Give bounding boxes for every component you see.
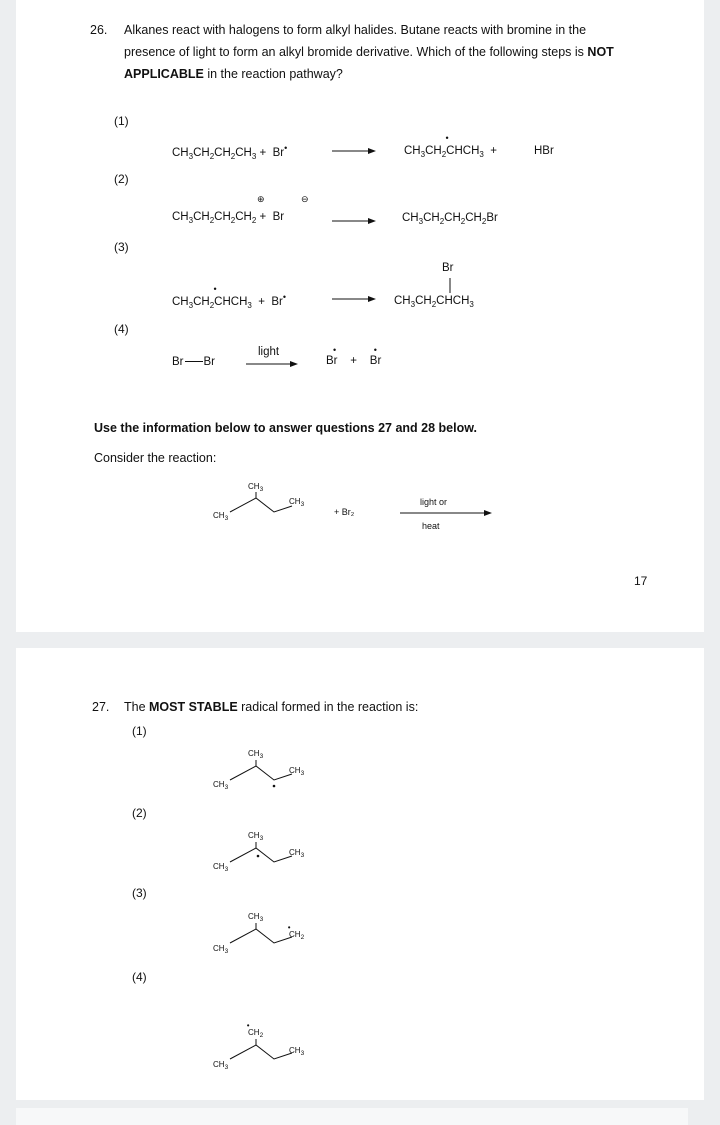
q27-opt1-ch3-top: $CH_3$: [248, 749, 264, 760]
page-18: [16, 648, 704, 1100]
q27-opt4-skeleton: [228, 1041, 292, 1063]
question-26-line-3: APPLICABLE in the reaction pathway?: [124, 67, 343, 81]
q26-option-3-arrow: [332, 294, 376, 304]
reaction-ch3-right: $CH_3$: [289, 497, 305, 508]
q27-opt3-ch3-top: $CH_3$: [248, 912, 264, 923]
q27-option-1-label: (1): [132, 724, 147, 738]
q27-opt3-ch3-left: $CH_3$: [213, 944, 229, 955]
reaction-skeleton: [228, 494, 292, 516]
question-27-text: The MOST STABLE radical formed in the reaction is:: [124, 700, 419, 714]
q26-option-3-product-top: Br: [442, 262, 454, 274]
q26-option-3-reactant: $CH_3CH_2CH$ • $CH_3 + Br^•$: [172, 283, 287, 310]
q26-option-2-product: $CH_3CH_2CH_2CH_2Br$: [402, 212, 498, 226]
page-17: [16, 0, 704, 632]
q27-opt3-ch2-right: CH • $_2$: [287, 923, 305, 941]
q26-option-1-label: (1): [114, 114, 129, 128]
consider-reaction-text: Consider the reaction:: [94, 451, 217, 465]
reaction-arrow: [400, 508, 492, 518]
q26-option-4-arrow: [246, 359, 298, 369]
reaction-condition-bottom: heat: [422, 521, 440, 531]
page-number: 17: [634, 574, 648, 588]
q26-option-1-arrow: [332, 146, 376, 156]
q27-opt4-ch2-top: CH • $_2$: [246, 1021, 264, 1039]
q27-option-3-label: (3): [132, 886, 147, 900]
q27-opt1-skeleton: [228, 762, 292, 790]
reaction-reagent: + Br₂: [334, 507, 355, 517]
info-heading: Use the information below to answer questions 27 and 28 below.: [94, 421, 477, 435]
q26-option-3-product: $CH_3CH_2CHCH_3$: [394, 295, 474, 309]
q27-opt1-ch3-left: $CH_3$: [213, 780, 229, 791]
q27-opt2-ch3-right: $CH_3$: [289, 848, 305, 859]
reaction-ch3-top: $CH_3$: [248, 482, 264, 493]
q26-option-1-byproduct: HBr: [534, 145, 554, 157]
question-26-number: 26.: [90, 23, 108, 37]
question-27-number: 27.: [92, 700, 110, 714]
q26-option-4-product: Br • + Br •: [326, 345, 382, 367]
next-page-edge: [16, 1108, 688, 1125]
question-26-line-2: presence of light to form an alkyl bromide derivative. Which of the following steps is NOT: [124, 45, 614, 59]
q27-option-4-label: (4): [132, 970, 147, 984]
q26-option-4-condition: light: [258, 346, 280, 358]
reaction-ch3-left: $CH_3$: [213, 511, 229, 522]
q27-opt2-ch3-left: $CH_3$: [213, 862, 229, 873]
question-26-line-1: Alkanes react with halogens to form alkyl halides. Butane reacts with bromine in the: [124, 23, 587, 37]
q27-opt4-ch3-left: $CH_3$: [213, 1060, 229, 1071]
q27-opt1-ch3-right: $CH_3$: [289, 766, 305, 777]
q26-option-2-arrow: [332, 216, 376, 226]
q26-option-4-label: (4): [114, 322, 129, 336]
q27-opt2-ch3-top: $CH_3$: [248, 831, 264, 842]
q27-option-2-label: (2): [132, 806, 147, 820]
q26-option-4-reactant: Br Br: [172, 356, 215, 368]
q26-option-2-label: (2): [114, 172, 129, 186]
q26-option-3-label: (3): [114, 240, 129, 254]
q26-option-3-bond: [448, 278, 452, 294]
q26-option-1-reactant: $CH_3CH_2CH_2CH_3 + Br^•$: [172, 143, 288, 161]
q27-opt3-skeleton: [228, 925, 292, 947]
q26-option-1-product: $CH_3CH_2CH$ • $CH_3$ +: [404, 133, 497, 159]
reaction-condition-top: light or: [420, 497, 448, 507]
q27-opt2-skeleton: [228, 844, 292, 872]
negative-charge-icon: ⊖: [301, 194, 309, 204]
positive-charge-icon: ⊕: [257, 194, 265, 204]
q27-opt4-ch3-right: $CH_3$: [289, 1046, 305, 1057]
q26-option-2-reactant: $CH_3CH_2CH_2CH_2 + Br$: [172, 211, 285, 225]
